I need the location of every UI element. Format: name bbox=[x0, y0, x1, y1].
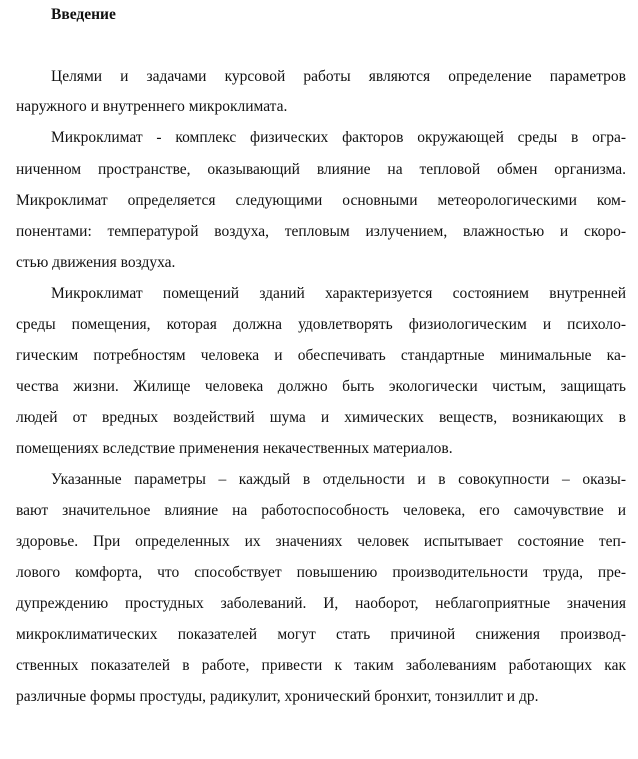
paragraph-2-line-3: Микроклимат определяется следующими основными метеорологическими ком- bbox=[16, 192, 626, 209]
paragraph-3-line-6: помещениях вследствие применения некачественных материалов. bbox=[16, 440, 453, 457]
paragraph-4-line-5: дупреждению простудных заболеваний. И, наоборот, неблагоприятные значения bbox=[16, 595, 626, 612]
section-heading: Введение bbox=[51, 6, 116, 23]
paragraph-2-line-4: понентами: температурой воздуха, тепловым излучением, влажностью и скоро- bbox=[16, 223, 626, 240]
paragraph-4-line-1: Указанные параметры – каждый в отдельности и в совокупности – оказы- bbox=[51, 471, 626, 488]
paragraph-3-line-1: Микроклимат помещений зданий характеризуется состоянием внутренней bbox=[51, 285, 626, 302]
paragraph-3-line-2: среды помещения, которая должна удовлетворять физиологическим и психоло- bbox=[16, 316, 626, 333]
paragraph-4-line-3: здоровье. При определенных их значениях человек испытывает состояние теп- bbox=[16, 533, 626, 550]
paragraph-2-line-5: стью движения воздуха. bbox=[16, 254, 176, 271]
paragraph-2-line-2: ниченном пространстве, оказывающий влияние на тепловой обмен организма. bbox=[16, 161, 626, 178]
paragraph-3-line-5: людей от вредных воздействий шума и химических веществ, возникающих в bbox=[16, 409, 626, 426]
paragraph-4-line-7: ственных показателей в работе, привести к таким заболеваниям работающих как bbox=[16, 657, 626, 674]
paragraph-3-line-4: чества жизни. Жилище человека должно быть экологически чистым, защищать bbox=[16, 378, 626, 395]
paragraph-3-line-3: гическим потребностям человека и обеспечивать стандартные минимальные ка- bbox=[16, 347, 626, 364]
paragraph-4-line-4: лового комфорта, что способствует повышению производительности труда, пре- bbox=[16, 564, 626, 581]
paragraph-4-line-6: микроклиматических показателей могут стать причиной снижения производ- bbox=[16, 626, 626, 643]
paragraph-1-line-1: Целями и задачами курсовой работы являются определение параметров bbox=[51, 68, 626, 85]
paragraph-4-line-2: вают значительное влияние на работоспособность человека, его самочувствие и bbox=[16, 502, 626, 519]
paragraph-4-line-8: различные формы простуды, радикулит, хронический бронхит, тонзиллит и др. bbox=[16, 688, 539, 705]
paragraph-2-line-1: Микроклимат - комплекс физических факторов окружающей среды в огра- bbox=[51, 129, 626, 146]
paragraph-1-line-2: наружного и внутреннего микроклимата. bbox=[16, 98, 288, 115]
